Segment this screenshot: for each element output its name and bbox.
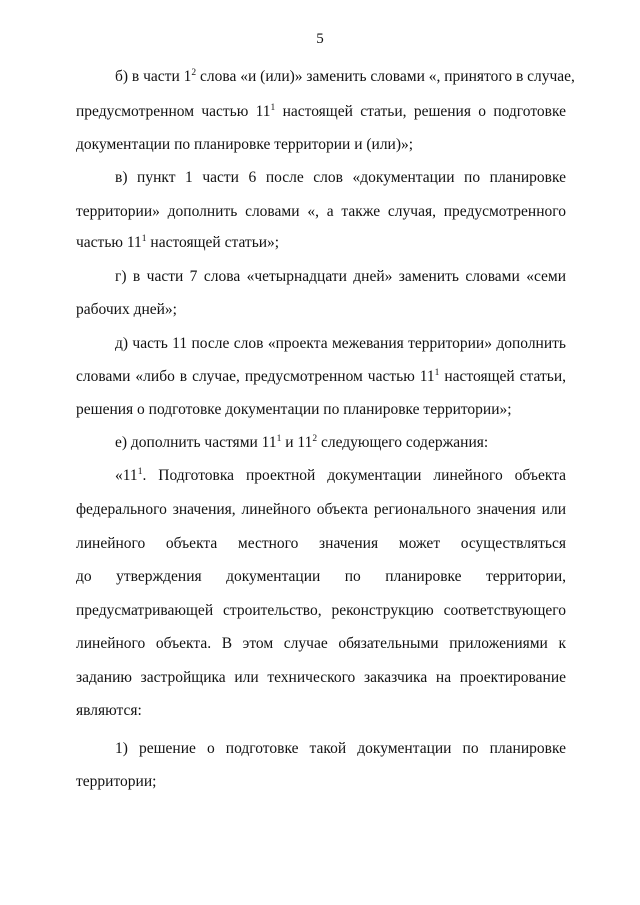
text-line: [115, 168, 566, 188]
superscript: 1: [434, 368, 440, 378]
text-segment: б) в части 1: [115, 68, 192, 85]
text-line: [115, 433, 566, 453]
text-segment: 1) решение о подготовке такой документации по планировке: [115, 740, 566, 757]
text-segment: территории;: [76, 773, 157, 790]
text-segment: территории» дополнить словами «, а также случая, предусмотренного: [76, 203, 566, 220]
text-line: [76, 102, 566, 122]
superscript: 1: [141, 234, 147, 244]
superscript: 1: [137, 467, 143, 477]
superscript: 1: [276, 434, 282, 444]
superscript: 2: [312, 434, 318, 444]
text-line: [76, 367, 566, 387]
text-line: [115, 466, 566, 486]
text-segment: предусмотренном частью 11: [76, 103, 271, 120]
text-line: [115, 334, 566, 354]
text-segment: решения о подготовке документации по планировке территории»;: [76, 401, 512, 418]
text-line: [76, 300, 566, 320]
text-segment: . Подготовка проектной документации линейного объекта: [142, 467, 566, 484]
text-segment: федерального значения, линейного объекта регионального значения или: [76, 501, 566, 518]
text-line: [76, 701, 566, 721]
text-segment: настоящей статьи»;: [146, 234, 280, 251]
text-segment: документации по планировке территории и (или)»;: [76, 136, 414, 153]
text-line: [76, 202, 566, 222]
text-line: [76, 233, 566, 253]
text-segment: «11: [115, 467, 138, 484]
text-line: [76, 567, 566, 587]
text-segment: линейного объекта. В этом случае обязательными приложениями к: [76, 635, 566, 652]
text-segment: линейного объекта местного значения может осуществляться: [76, 535, 566, 552]
text-line: [76, 601, 566, 621]
superscript: 2: [191, 68, 197, 78]
text-segment: настоящей статьи,: [439, 368, 566, 385]
text-line: [76, 135, 566, 155]
text-segment: заданию застройщика или технического заказчика на проектирование: [76, 669, 566, 686]
text-line: [76, 534, 566, 554]
text-segment: частью 11: [76, 234, 142, 251]
text-segment: д) часть 11 после слов «проекта межевания территории» дополнить: [115, 335, 566, 352]
text-line: [115, 739, 566, 759]
text-segment: предусматривающей строительство, реконструкцию соответствующего: [76, 602, 566, 619]
text-segment: являются:: [76, 702, 142, 719]
text-segment: слова «и (или)» заменить словами «, принятого в случае,: [196, 68, 575, 85]
text-segment: в) пункт 1 части 6 после слов «документации по планировке: [115, 169, 566, 186]
text-line: [76, 772, 566, 792]
text-segment: е) дополнить частями 11: [115, 434, 277, 451]
text-line: [76, 668, 566, 688]
text-segment: г) в части 7 слова «четырнадцати дней» заменить словами «семи: [115, 268, 566, 285]
text-line: [115, 267, 566, 287]
text-segment: до утверждения документации по планировке территории,: [76, 568, 566, 585]
text-segment: следующего содержания:: [317, 434, 489, 451]
text-segment: рабочих дней»;: [76, 301, 177, 318]
text-line: [76, 500, 566, 520]
text-segment: настоящей статьи, решения о подготовке: [275, 103, 566, 120]
text-line: [76, 400, 566, 420]
superscript: 1: [270, 103, 276, 113]
text-segment: словами «либо в случае, предусмотренном частью 11: [76, 368, 435, 385]
text-segment: и 11: [281, 434, 313, 451]
text-line: [115, 67, 575, 87]
page-number: 5: [316, 31, 324, 47]
text-line: [76, 634, 566, 654]
